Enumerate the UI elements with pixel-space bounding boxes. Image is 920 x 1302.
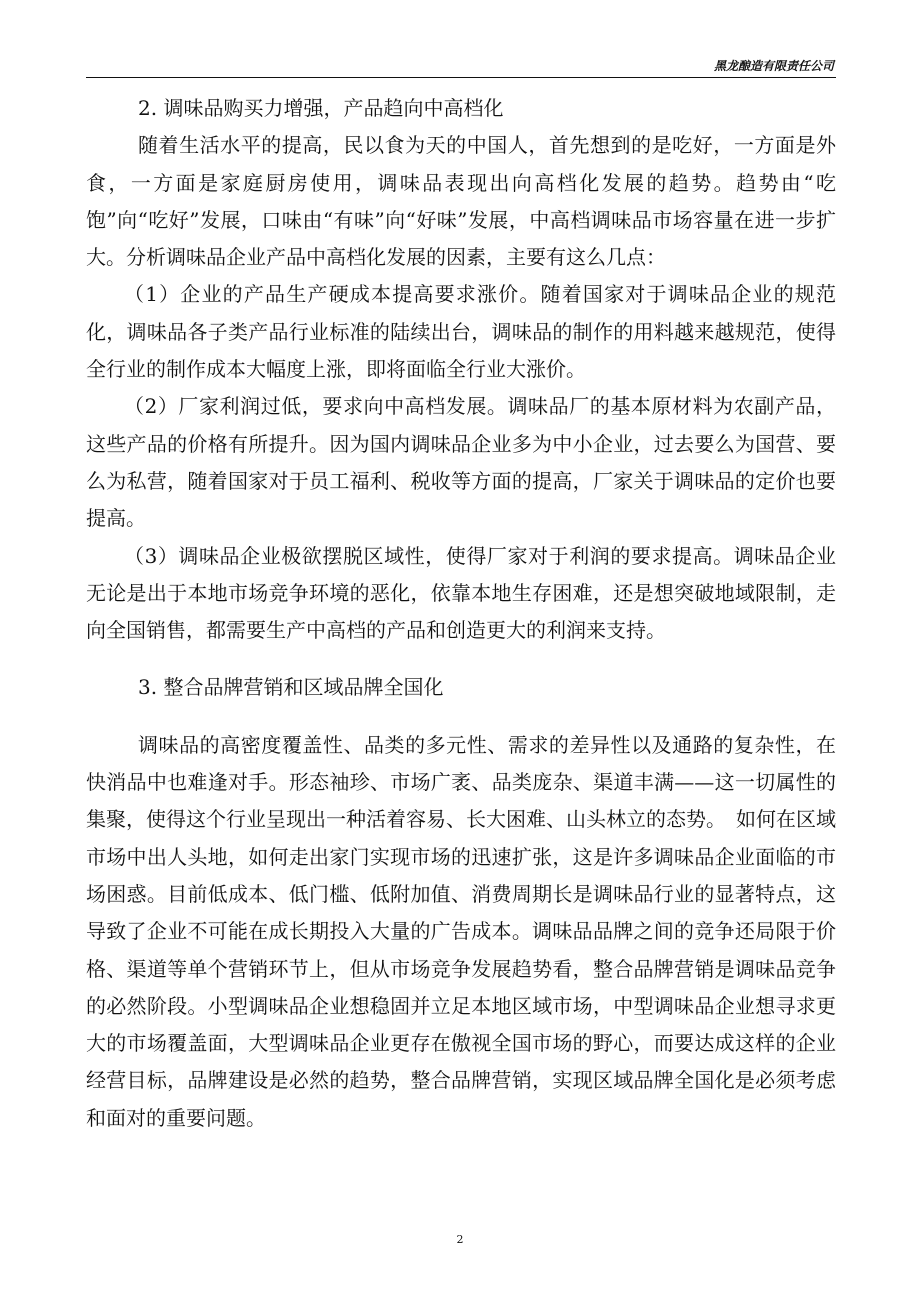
- section-3-body-paragraph: 调味品的高密度覆盖性、品类的多元性、需求的差异性以及通路的复杂性，在快消品中也难逢对手。形态袖珍、市场广袤、品类庞杂、渠道丰满——这一切属性的集聚，使得这个行业呈现出一种活着容易、长大困难、山头林立的态势。 如何在区域市场中出人头地，如何走出家门实现市场的迅速扩张，这是许多调味品企业面临的市场困惑。目前低成本、低门槛、低附加值、消费周期长是调味品行业的显著特点，这导致了企业不可能在成长期投入大量的广告成本。调味品品牌之间的竞争还局限于价格、渠道等单个营销环节上，但从市场竞争发展趋势看，整合品牌营销是调味品竞争的必然阶段。小型调味品企业想稳固并立足本地区域市场，中型调味品企业想寻求更大的市场覆盖面，大型调味品企业更存在傲视全国市场的野心，而要达成这样的企业经营目标，品牌建设是必然的趋势，整合品牌营销，实现区域品牌全国化是必须考虑和面对的重要问题。: [86, 732, 836, 1130]
- section-2-item-1: （1）企业的产品生产硬成本提高要求涨价。随着国家对于调味品企业的规范化，调味品各子类产品行业标准的陆续出台，调味品的制作的用料越来越规范，使得全行业的制作成本大幅度上涨，即将面临全行业大涨价。: [86, 282, 836, 382]
- section-2-item-3: （3）调味品企业极欲摆脱区域性，使得厂家对于利润的要求提高。调味品企业无论是出于本地市场竞争环境的恶化，依靠本地生存困难，还是想突破地域限制，走向全国销售，都需要生产中高档的产品和创造更大的利润来支持。: [86, 543, 836, 643]
- header-divider: [86, 77, 836, 78]
- section-3-heading: 3. 整合品牌营销和区域品牌全国化: [138, 675, 444, 700]
- section-2-intro-paragraph: 随着生活水平的提高，民以食为天的中国人，首先想到的是吃好，一方面是外食，一方面是家庭厨房使用，调味品表现出向高档化发展的趋势。趋势由“吃饱”向“吃好”发展，口味由“有味”向“好味”发展，中高档调味品市场容量在进一步扩大。分析调味品企业产品中高档化发展的因素，主要有这么几点：: [86, 133, 836, 270]
- section-2-heading: 2. 调味品购买力增强，产品趋向中高档化: [138, 96, 504, 120]
- section-2-item-2: （2）厂家利润过低，要求向中高档发展。调味品厂的基本原材料为农副产品，这些产品的价格有所提升。因为国内调味品企业多为中小企业，过去要么为国营、要么为私营，随着国家对于员工福利、税收等方面的提高，厂家关于调味品的定价也要提高。: [86, 394, 836, 531]
- page-header-company: 黑龙酿造有限责任公司: [713, 59, 834, 73]
- document-body: [86, 90, 836, 1137]
- page-number: 2: [456, 1233, 464, 1246]
